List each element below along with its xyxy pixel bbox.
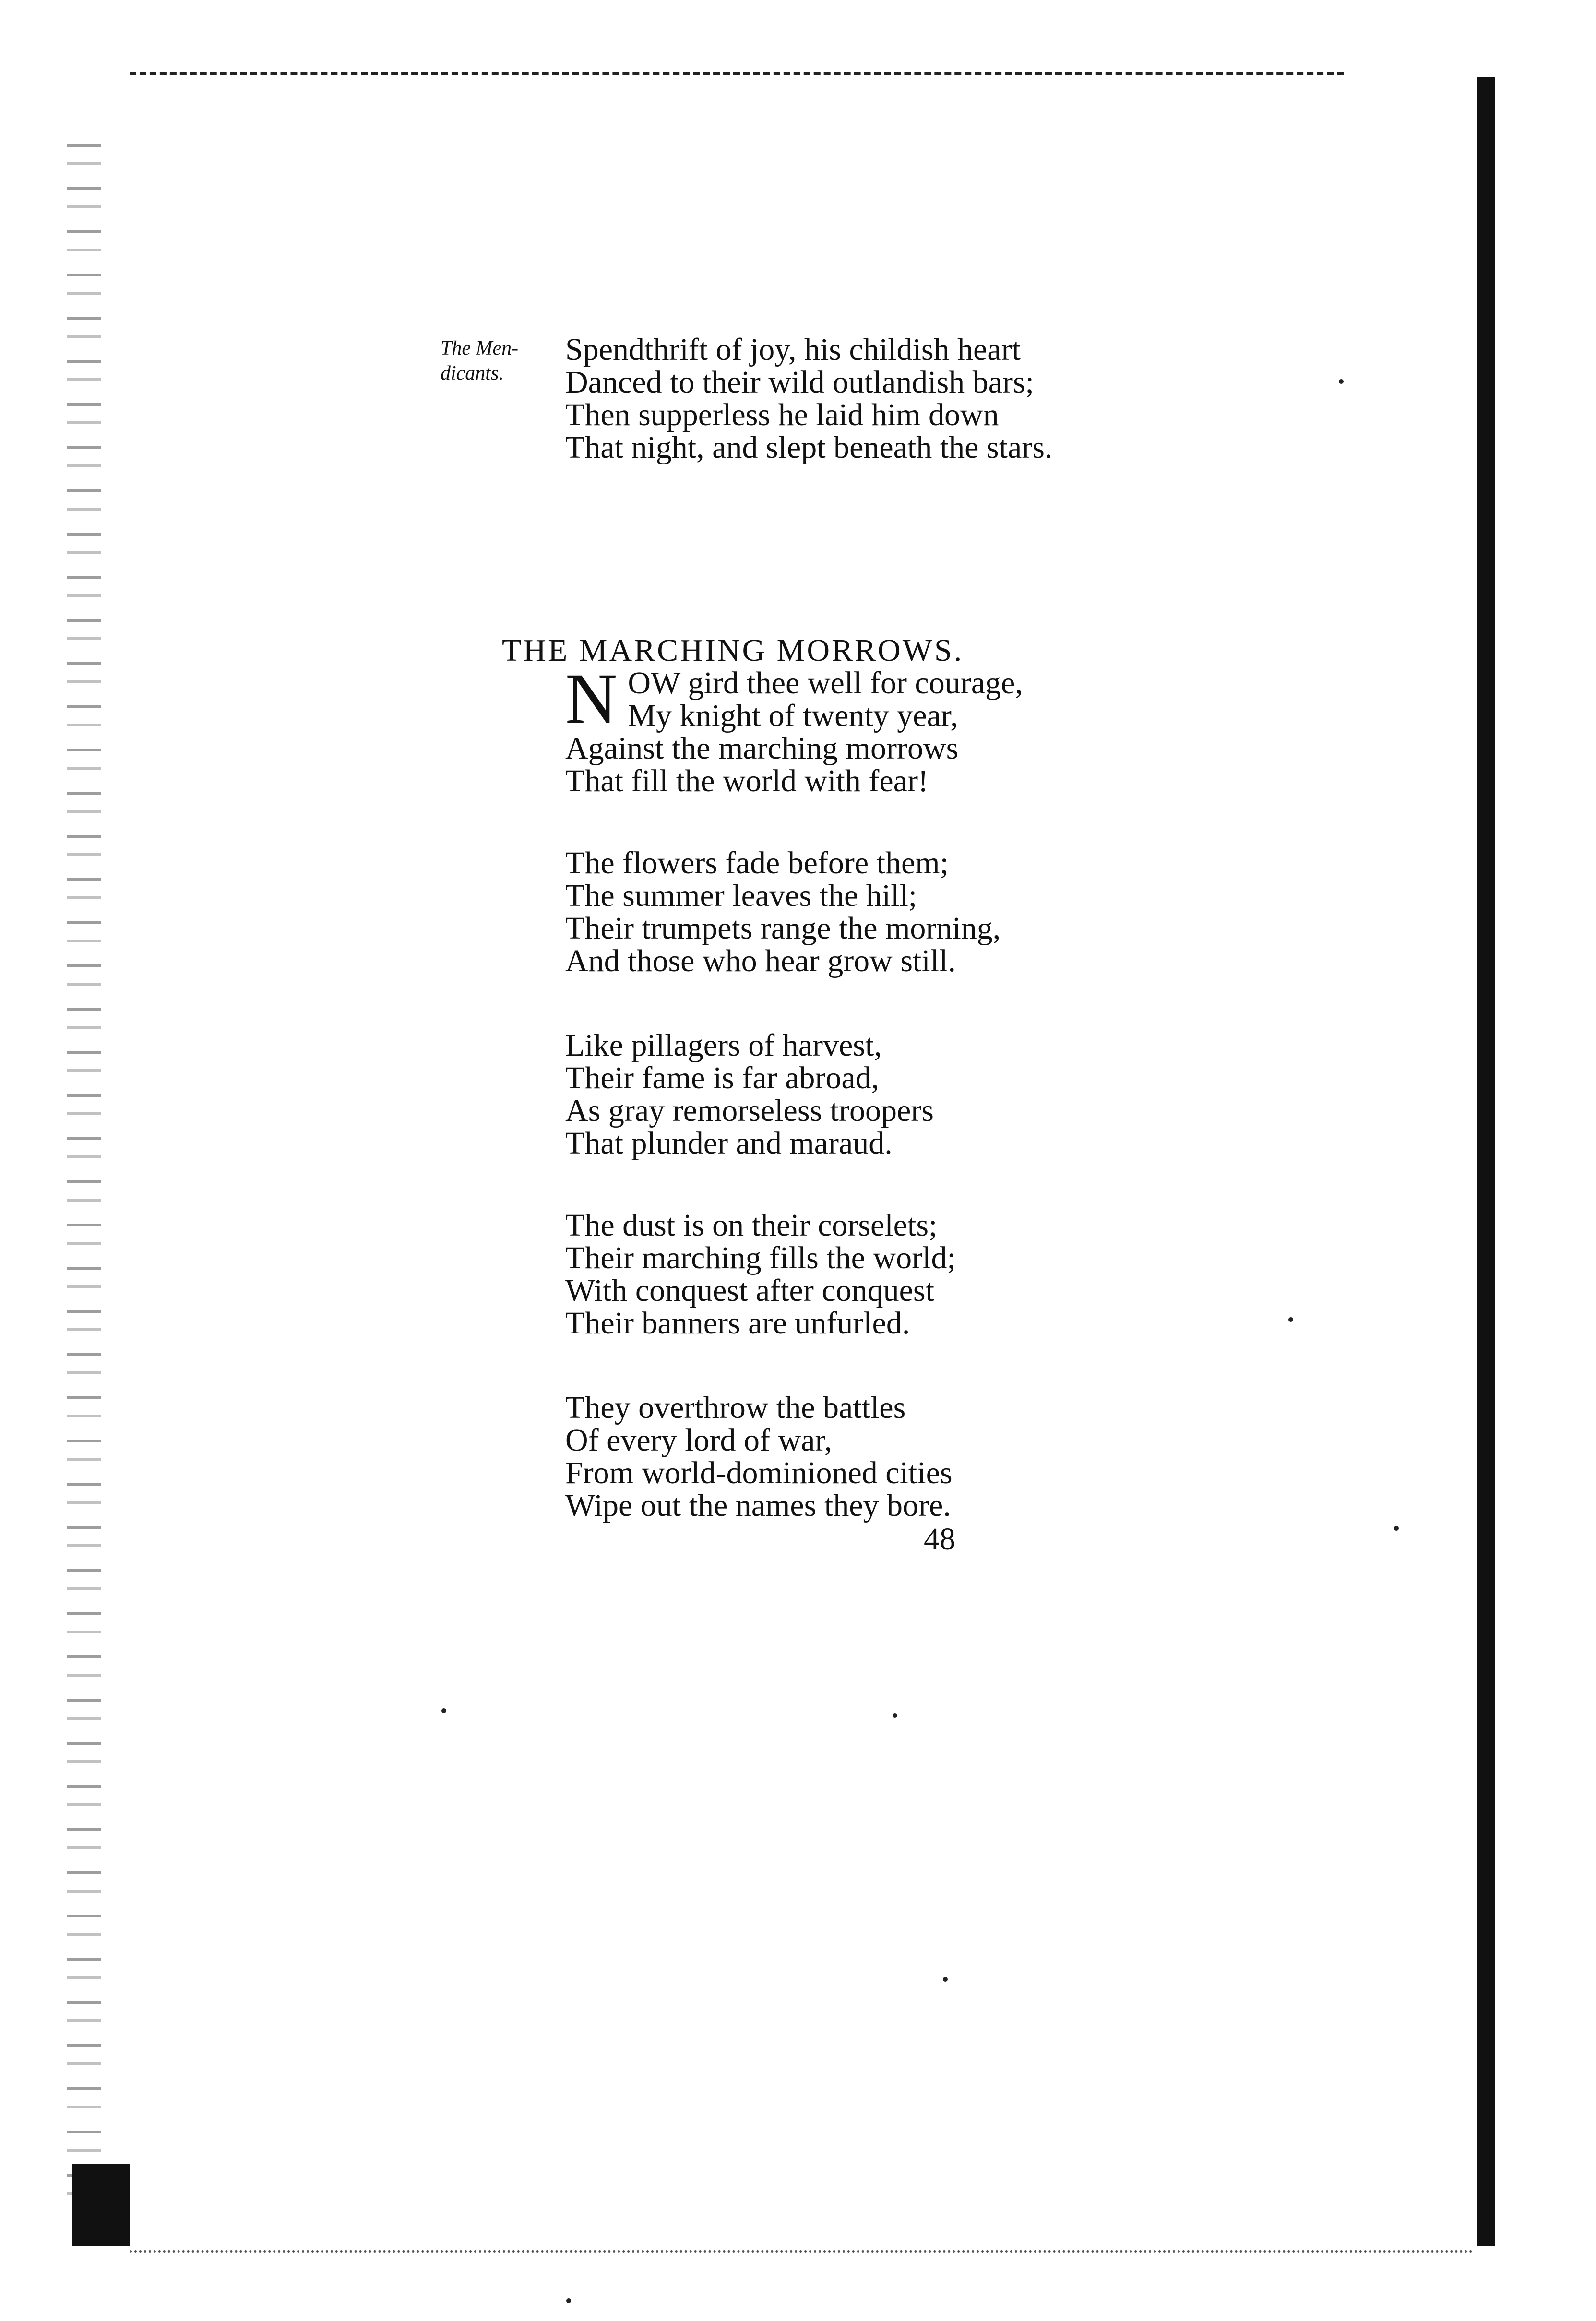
- poem-stanza-1: [565, 659, 1023, 798]
- verse-line: And those who hear grow still.: [565, 943, 956, 978]
- top-rule: [130, 72, 1344, 75]
- verse-line: OW gird thee well for courage,: [628, 666, 1023, 701]
- poem-stanza-3: [565, 1029, 934, 1160]
- verse-line: That fill the world with fear!: [565, 763, 929, 798]
- verse-line: From world-dominioned cities: [565, 1455, 953, 1490]
- speck: [943, 1977, 948, 1982]
- verse-line: With conquest after conquest: [565, 1273, 934, 1308]
- side-note-line: The Men-: [441, 337, 519, 359]
- verse-line: That plunder and maraud.: [565, 1126, 893, 1161]
- verse-line: Danced to their wild outlandish bars;: [565, 365, 1034, 400]
- verse-line: Of every lord of war,: [565, 1423, 833, 1458]
- poem-title: THE MARCHING MORROWS.: [502, 633, 964, 668]
- verse-line: Their fame is far abroad,: [565, 1060, 880, 1095]
- verse-line: Their trumpets range the morning,: [565, 911, 1001, 946]
- drop-cap: N: [565, 659, 618, 738]
- left-corner-shadow: [72, 2164, 130, 2246]
- verse-line: The flowers fade before them;: [565, 845, 949, 881]
- verse-line: Their marching fills the world;: [565, 1240, 956, 1275]
- previous-poem-stanza: [565, 333, 1052, 464]
- side-note: [441, 336, 518, 386]
- page-number: 48: [924, 1522, 955, 1557]
- speck: [441, 1708, 446, 1713]
- verse-line: Like pillagers of harvest,: [565, 1028, 882, 1063]
- speck: [1394, 1526, 1399, 1531]
- speck: [1339, 379, 1344, 384]
- verse-line: Wipe out the names they bore.: [565, 1488, 951, 1523]
- left-edge-artifacts: [67, 144, 101, 2207]
- poem-stanza-4: [565, 1209, 956, 1340]
- verse-line: They overthrow the battles: [565, 1390, 906, 1425]
- right-edge-shadow: [1477, 77, 1495, 2246]
- verse-line: Then supperless he laid him down: [565, 397, 999, 432]
- verse-line: Spendthrift of joy, his childish heart: [565, 332, 1021, 367]
- speck: [566, 2298, 571, 2303]
- verse-line: The dust is on their corselets;: [565, 1208, 938, 1243]
- speck: [893, 1713, 897, 1718]
- bottom-rule: [130, 2250, 1473, 2253]
- poem-stanza-5: [565, 1392, 953, 1522]
- verse-line: My knight of twenty year,: [628, 698, 958, 733]
- verse-line: Their banners are unfurled.: [565, 1306, 910, 1341]
- verse-line: The summer leaves the hill;: [565, 878, 917, 913]
- verse-line: As gray remorseless troopers: [565, 1093, 934, 1128]
- speck: [1288, 1317, 1293, 1322]
- verse-line: That night, and slept beneath the stars.: [565, 430, 1053, 465]
- poem-stanza-2: [565, 847, 1000, 977]
- side-note-line: dicants.: [441, 362, 504, 384]
- verse-line: Against the marching morrows: [565, 731, 959, 766]
